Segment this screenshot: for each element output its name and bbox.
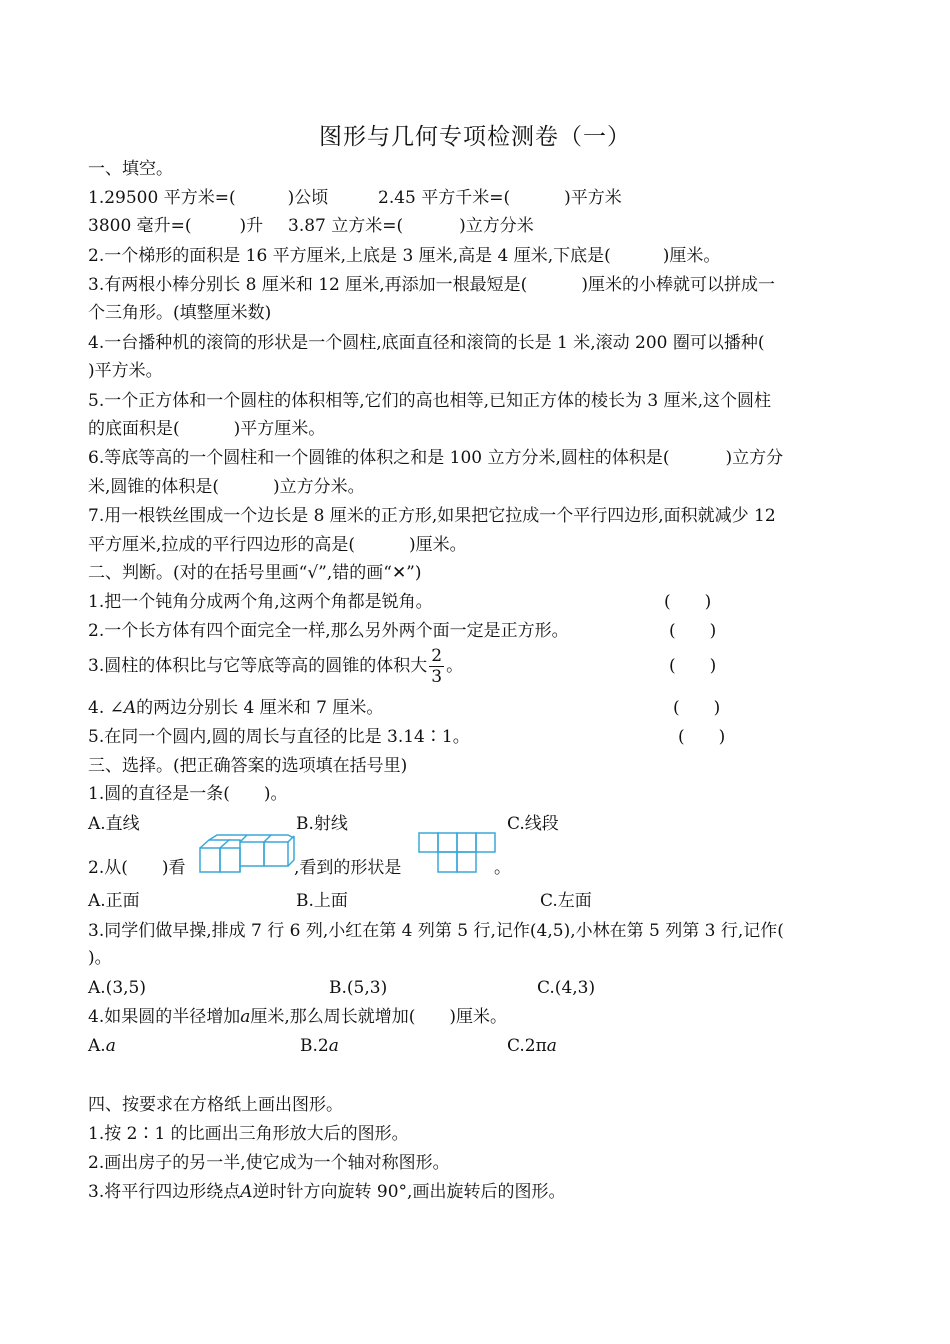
fill-q1c-pre: 3800 毫升=( [88, 216, 192, 236]
fill-q6-line2 [88, 476, 365, 498]
choice-q4-post: 厘米,那么周长就增加( )厘米。 [250, 1007, 508, 1027]
cube-stack-figure [199, 834, 295, 874]
judge-q1-bracket[interactable]: ( ) [664, 592, 712, 612]
fill-q1d-pre: 3.87 立方米=( [288, 216, 404, 236]
choice-q4 [88, 1006, 507, 1028]
page-title: 图形与几何专项检测卷（一） [319, 124, 631, 150]
judge-q3-pre: 3.圆柱的体积比与它等底等高的圆锥的体积大 [88, 656, 428, 676]
fill-q1c-post: )升 [239, 216, 264, 236]
section-draw-heading: 四、按要求在方格纸上画出图形。 [88, 1095, 343, 1115]
fill-q2-pre: 2.一个梯形的面积是 16 平方厘米,上底是 3 厘米,高是 4 厘米,下底是( [88, 246, 611, 266]
choice-q2-a[interactable]: A.正面 [88, 891, 140, 911]
fill-q3-line2: 个三角形。(填整厘米数) [88, 303, 272, 323]
choice-q2-c[interactable]: C.左面 [540, 891, 592, 911]
fill-q6-line1 [88, 447, 783, 469]
judge-q3-post: 。 [446, 656, 464, 676]
fill-q1d [288, 215, 534, 237]
choice-q4-b[interactable] [300, 1035, 339, 1057]
judge-q2-bracket[interactable]: ( ) [669, 621, 717, 641]
judge-q5: 5.在同一个圆内,圆的周长与直径的比是 3.14∶1。 [88, 727, 470, 747]
fill-q3-post: )厘米的小棒就可以拼成一 [581, 275, 775, 295]
fill-q5-pre: 的底面积是( [88, 419, 180, 439]
choice-q1-c[interactable]: C.线段 [507, 814, 559, 834]
choice-q4-a-var: a [105, 1036, 116, 1056]
choice-q4-a-pre: A. [88, 1036, 106, 1056]
fill-q4-line2: )平方米。 [88, 361, 163, 381]
choice-q3-line1: 3.同学们做早操,排成 7 行 6 列,小红在第 4 列第 5 行,记作(4,5),小林在第 5 列第 3 行,记作( [88, 921, 784, 941]
fill-q1b-post: )平方米 [564, 188, 622, 208]
section-choice-heading: 三、选择。(把正确答案的选项填在括号里) [88, 756, 408, 776]
draw-q3 [88, 1181, 565, 1203]
fill-q7-line1: 7.用一根铁丝围成一个边长是 8 厘米的正方形,如果把它拉成一个平行四边形,面积就减少 12 [88, 506, 776, 526]
fill-q1b [378, 187, 622, 209]
choice-q1-b[interactable]: B.射线 [296, 814, 348, 834]
choice-q4-c-pre: C.2π [507, 1036, 547, 1056]
fill-q1a [88, 187, 328, 209]
fill-q5-line2 [88, 418, 325, 440]
judge-q2: 2.一个长方体有四个面完全一样,那么另外两个面一定是正方形。 [88, 621, 569, 641]
choice-q2-pre: 2.从( )看 [88, 858, 186, 878]
judge-q1: 1.把一个钝角分成两个角,这两个角都是锐角。 [88, 592, 433, 612]
choice-q4-c-var: a [546, 1036, 557, 1056]
fill-q1b-pre: 2.45 平方千米=( [378, 188, 511, 208]
fraction-denominator: 3 [431, 667, 443, 687]
fill-q1a-pre: 1.29500 平方米=( [88, 188, 236, 208]
choice-q3-a[interactable]: A.(3,5) [88, 978, 146, 998]
choice-q2-b[interactable]: B.上面 [296, 891, 348, 911]
fill-q6-post: )立方分 [725, 448, 784, 468]
section-fill-heading: 一、填空。 [88, 159, 173, 179]
fill-q2 [88, 245, 720, 267]
draw-q3-pre: 3.将平行四边形绕点 [88, 1182, 241, 1202]
fill-q6-l2-pre: 米,圆锥的体积是( [88, 477, 220, 497]
fill-q4-line1: 4.一台播种机的滚筒的形状是一个圆柱,底面直径和滚筒的长是 1 米,滚动 200 圈可以播种( [88, 333, 765, 353]
judge-q4 [88, 697, 383, 719]
choice-q4-b-pre: B.2 [300, 1036, 329, 1056]
choice-q2-post: 。 [494, 858, 511, 878]
choice-q4-pre: 4.如果圆的半径增加 [88, 1007, 241, 1027]
fill-q6-l2-post: )立方分米。 [273, 477, 365, 497]
fraction-two-thirds [429, 646, 444, 687]
choice-q1-a[interactable]: A.直线 [88, 814, 140, 834]
fill-q5-line1: 5.一个正方体和一个圆柱的体积相等,它们的高也相等,已知正方体的棱长为 3 厘米,这个圆柱 [88, 391, 772, 411]
view-shape-figure [418, 832, 496, 874]
choice-q4-a[interactable] [88, 1035, 116, 1057]
judge-q5-bracket[interactable]: ( ) [678, 727, 726, 747]
judge-q4-pre: 4. ∠ [88, 698, 124, 718]
fill-q5-post: )平方厘米。 [233, 419, 326, 439]
angle-var: A [123, 698, 137, 718]
draw-q1: 1.按 2∶1 的比画出三角形放大后的图形。 [88, 1124, 409, 1144]
fill-q6-pre: 6.等底等高的一个圆柱和一个圆锥的体积之和是 100 立方分米,圆柱的体积是( [88, 448, 670, 468]
fill-q1c [88, 215, 263, 237]
judge-q4-post: 的两边分别长 4 厘米和 7 厘米。 [136, 698, 384, 718]
draw-q3-post: 逆时针方向旋转 90°,画出旋转后的图形。 [252, 1182, 566, 1202]
choice-q4-b-var: a [328, 1036, 339, 1056]
fill-q1d-post: )立方分米 [459, 216, 534, 236]
draw-q2: 2.画出房子的另一半,使它成为一个轴对称图形。 [88, 1153, 450, 1173]
choice-q1: 1.圆的直径是一条( )。 [88, 784, 288, 804]
choice-q3-b[interactable]: B.(5,3) [329, 978, 388, 998]
choice-q3-line2: )。 [88, 948, 112, 968]
fill-q1a-post: )公顷 [287, 188, 329, 208]
fill-q2-post: )厘米。 [662, 246, 721, 266]
section-judge-heading: 二、判断。(对的在括号里画“√”,错的画“✕”) [88, 563, 422, 583]
choice-q2-mid: ,看到的形状是 [294, 858, 402, 878]
fill-q7-pre: 平方厘米,拉成的平行四边形的高是( [88, 535, 356, 555]
fraction-numerator: 2 [431, 646, 443, 666]
fill-q3-line1 [88, 274, 775, 296]
fill-q7-line2 [88, 534, 467, 556]
judge-q3 [88, 646, 463, 687]
draw-q3-var: A [240, 1182, 253, 1202]
fill-q7-post: )厘米。 [409, 535, 467, 555]
choice-q4-var: a [240, 1007, 251, 1027]
choice-q3-c[interactable]: C.(4,3) [537, 978, 596, 998]
fill-q3-pre: 3.有两根小棒分别长 8 厘米和 12 厘米,再添加一根最短是( [88, 275, 528, 295]
choice-q4-c[interactable] [507, 1035, 557, 1057]
judge-q3-bracket[interactable]: ( ) [669, 656, 717, 676]
judge-q4-bracket[interactable]: ( ) [673, 698, 721, 718]
